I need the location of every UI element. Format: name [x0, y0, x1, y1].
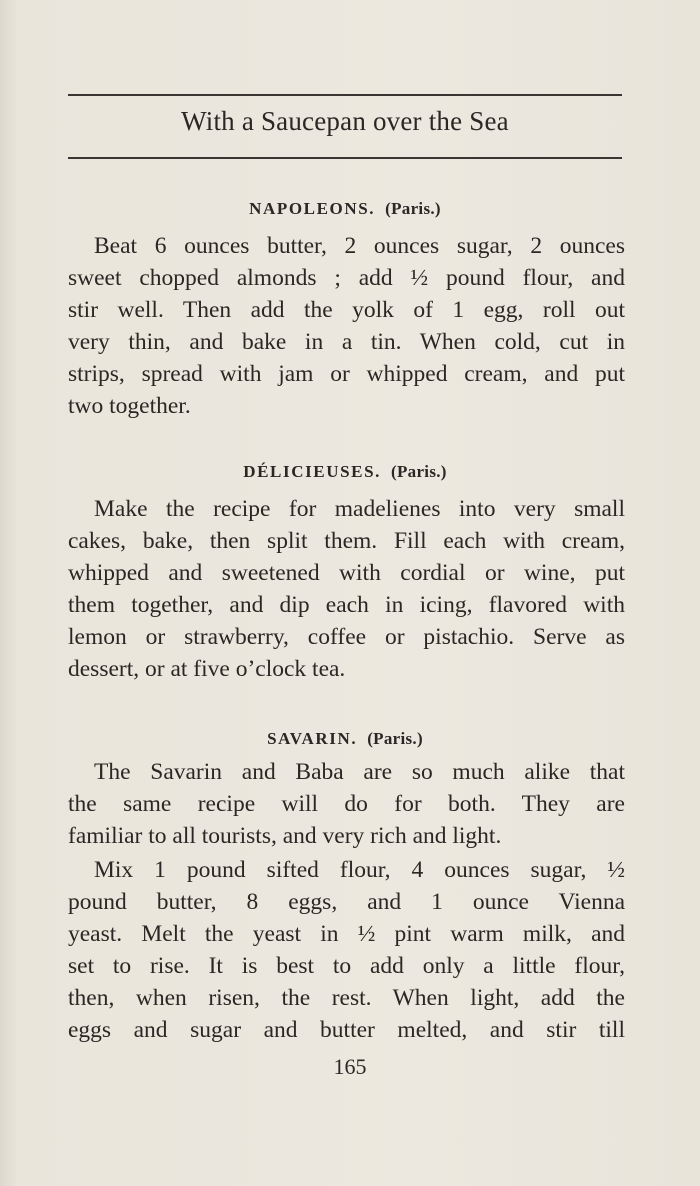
- text-line: then, when risen, the rest. When light, add the: [68, 985, 625, 1011]
- text-line: them together, and dip each in icing, flavored with: [68, 592, 625, 618]
- text-line: yeast. Melt the yeast in ½ pint warm milk, and: [68, 921, 625, 947]
- text-line: whipped and sweetened with cordial or wine, put: [68, 560, 625, 586]
- text-line: sweet chopped almonds ; add ½ pound flour, and: [68, 265, 625, 291]
- text-line: the same recipe will do for both. They are: [68, 791, 625, 817]
- header-rule-bottom: [68, 157, 622, 159]
- recipe-title-savarin: [68, 729, 622, 749]
- recipe-title-delicieuses: [68, 462, 622, 482]
- text-line: Make the recipe for madelienes into very small: [94, 496, 625, 522]
- running-head: With a Saucepan over the Sea: [181, 106, 509, 136]
- text-line: two together.: [68, 393, 191, 419]
- text-line: eggs and sugar and butter melted, and stir till: [68, 1017, 625, 1043]
- recipe-place: (Paris.): [391, 462, 447, 481]
- page-number: 165: [333, 1054, 367, 1079]
- recipe-place: (Paris.): [385, 199, 441, 218]
- text-line: strips, spread with jam or whipped cream, and put: [68, 361, 625, 387]
- header-rule-top: [68, 94, 622, 96]
- recipe-name: SAVARIN.: [267, 729, 358, 748]
- recipe-name: DÉLICIEUSES.: [243, 462, 382, 481]
- text-line: set to rise. It is best to add only a little flour,: [68, 953, 625, 979]
- text-line: familiar to all tourists, and very rich and light.: [68, 823, 502, 849]
- text-line: Beat 6 ounces butter, 2 ounces sugar, 2 ounces: [94, 233, 625, 259]
- text-line: pound butter, 8 eggs, and 1 ounce Vienna: [68, 889, 625, 915]
- text-line: cakes, bake, then split them. Fill each with cream,: [68, 528, 625, 554]
- recipe-place: (Paris.): [367, 729, 423, 748]
- text-line: dessert, or at five o’clock tea.: [68, 656, 346, 682]
- text-line: Mix 1 pound sifted flour, 4 ounces sugar, ½: [94, 857, 625, 883]
- text-line: stir well. Then add the yolk of 1 egg, roll out: [68, 297, 625, 323]
- text-line: lemon or strawberry, coffee or pistachio. Serve as: [68, 624, 625, 650]
- recipe-name: NAPOLEONS.: [249, 199, 376, 218]
- text-line: The Savarin and Baba are so much alike that: [94, 759, 625, 785]
- recipe-title-napoleons: [68, 199, 622, 219]
- text-line: very thin, and bake in a tin. When cold, cut in: [68, 329, 625, 355]
